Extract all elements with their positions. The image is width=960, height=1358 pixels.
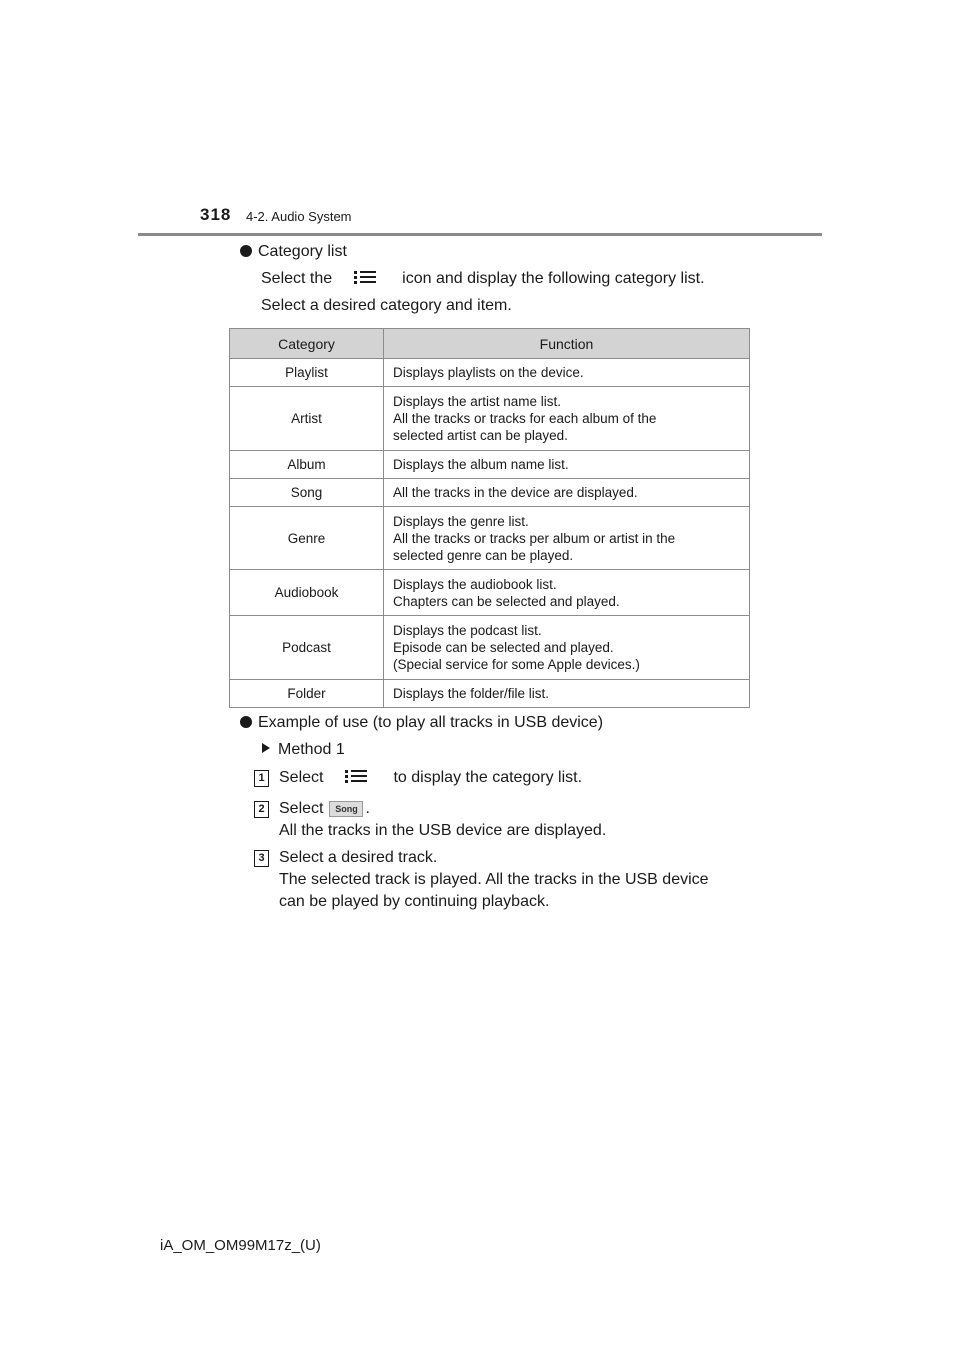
step-3-text: Select a desired track. <box>279 849 438 866</box>
step-2-text: Select Song . <box>279 800 370 817</box>
section-title: 4-2. Audio System <box>246 209 352 224</box>
page-number: 318 <box>200 205 232 224</box>
category-cell: Folder <box>230 680 384 708</box>
function-cell: Displays the folder/file list. <box>384 680 750 708</box>
function-cell: Displays playlists on the device. <box>384 359 750 387</box>
example-title: Example of use (to play all tracks in USB device) <box>258 714 604 731</box>
category-table <box>229 328 750 708</box>
step-3-detail-line2: can be played by continuing playback. <box>279 893 550 910</box>
function-cell: Displays the podcast list. Episode can be selected and played. (Special service for some Apple devices.) <box>384 616 750 680</box>
bullet-icon <box>240 716 252 728</box>
category-instruction-line1 <box>261 270 705 288</box>
table-row <box>230 570 750 616</box>
function-cell: All the tracks in the device are displayed. <box>384 479 750 507</box>
song-button-icon: Song <box>329 801 363 817</box>
table-header-row <box>230 329 750 359</box>
step-2-detail: All the tracks in the USB device are displayed. <box>279 822 607 839</box>
category-cell: Genre <box>230 507 384 570</box>
header-divider <box>138 233 822 236</box>
list-menu-icon <box>354 270 376 285</box>
bullet-icon <box>240 245 252 257</box>
category-cell: Song <box>230 479 384 507</box>
function-cell: Displays the genre list. All the tracks or tracks per album or artist in the selected genre can be played. <box>384 507 750 570</box>
method-heading <box>262 741 345 759</box>
column-header-function: Function <box>384 329 750 359</box>
category-cell: Podcast <box>230 616 384 680</box>
category-cell: Playlist <box>230 359 384 387</box>
step-1-text: Select to display the category list. <box>279 769 583 786</box>
table-row <box>230 451 750 479</box>
instruction-text: Select the <box>261 270 333 287</box>
step-number-badge: 3 <box>254 850 269 867</box>
triangle-arrow-icon <box>262 743 270 753</box>
function-cell: Displays the album name list. <box>384 451 750 479</box>
category-cell: Audiobook <box>230 570 384 616</box>
category-list-heading <box>240 243 347 261</box>
step-number-badge: 2 <box>254 801 269 818</box>
function-cell: Displays the artist name list. All the tracks or tracks for each album of the selected artist can be played. <box>384 387 750 451</box>
table-row <box>230 359 750 387</box>
step-3-detail-line1: The selected track is played. All the tracks in the USB device <box>279 871 709 888</box>
table-row <box>230 479 750 507</box>
instruction-text: icon and display the following category list. <box>402 270 705 287</box>
category-cell: Artist <box>230 387 384 451</box>
table-row <box>230 507 750 570</box>
example-heading <box>240 714 603 732</box>
function-cell: Displays the audiobook list. Chapters can be selected and played. <box>384 570 750 616</box>
method-title: Method 1 <box>278 741 345 758</box>
step-number-badge: 1 <box>254 770 269 787</box>
document-code: iA_OM_OM99M17z_(U) <box>160 1237 321 1254</box>
table-row <box>230 387 750 451</box>
category-cell: Album <box>230 451 384 479</box>
table-row <box>230 616 750 680</box>
category-instruction-line2: Select a desired category and item. <box>261 297 512 314</box>
list-menu-icon <box>345 769 367 784</box>
table-row <box>230 680 750 708</box>
category-list-title: Category list <box>258 243 347 260</box>
column-header-category: Category <box>230 329 384 359</box>
